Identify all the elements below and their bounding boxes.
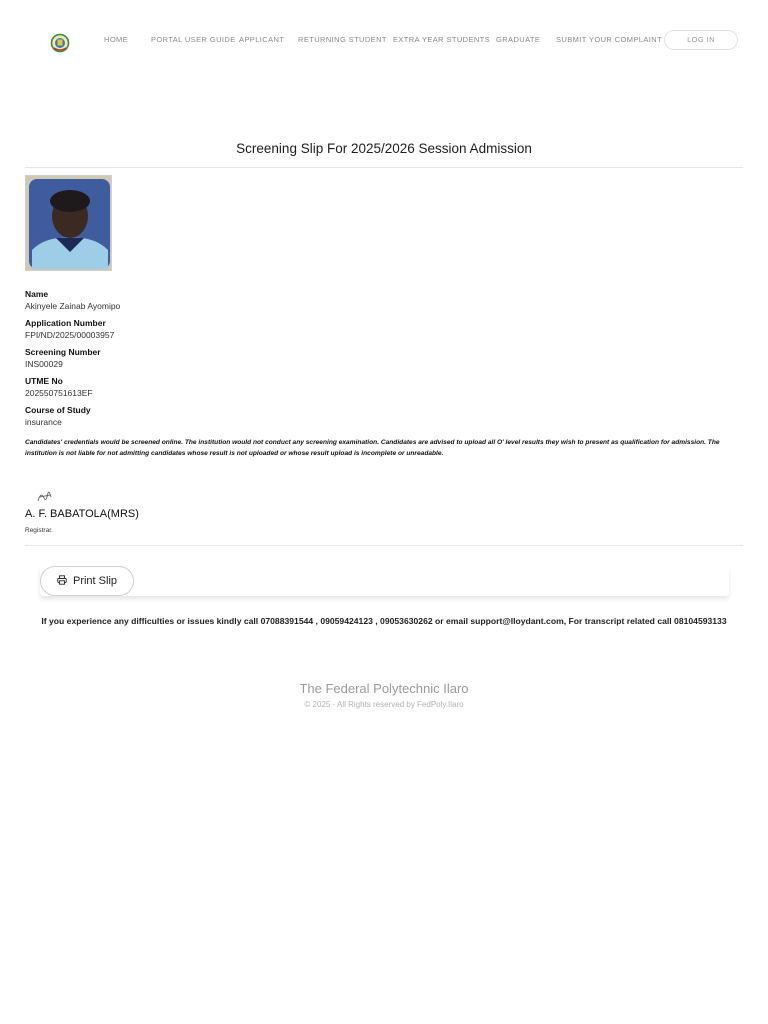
help-contact-text: If you experience any difficulties or issues kindly call 07088391544 , 09059424123 , 09053630262 or email support@lloydant.com, For transcript related call 08104593133 <box>41 616 727 626</box>
field-label-name: Name <box>25 289 49 299</box>
divider <box>25 167 743 168</box>
nav-item-submit-complaint[interactable]: SUBMIT YOUR COMPLAINT <box>556 35 663 44</box>
signatory-title: Registrar. <box>25 527 53 534</box>
divider <box>25 545 743 546</box>
nav-item-applicant[interactable]: APPLICANT <box>239 35 285 44</box>
top-navbar <box>0 0 768 84</box>
field-label-application-number: Application Number <box>25 318 106 328</box>
page-title: Screening Slip For 2025/2026 Session Admission <box>236 141 532 156</box>
school-logo-icon[interactable] <box>50 33 70 53</box>
field-label-utme-no: UTME No <box>25 376 63 386</box>
field-value-application-number: FPI/ND/2025/00003957 <box>25 330 115 340</box>
print-slip-button[interactable] <box>40 566 134 596</box>
nav-item-portal-user-guide[interactable]: PORTAL USER GUIDE <box>151 35 236 44</box>
nav-item-graduate[interactable]: GRADUATE <box>496 35 541 44</box>
footer-title: The Federal Polytechnic Ilaro <box>299 681 469 696</box>
nav-item-home[interactable]: HOME <box>104 35 129 44</box>
field-value-course-of-study: insurance <box>25 417 62 427</box>
signatory-name: A. F. BABATOLA(MRS) <box>25 508 139 520</box>
applicant-photo <box>25 175 112 271</box>
field-value-utme-no: 202550751613EF <box>25 388 93 398</box>
field-label-screening-number: Screening Number <box>25 347 101 357</box>
print-card <box>40 566 729 596</box>
screening-notice: Candidates' credentials would be screened online. The institution would not conduct any screening examination. Candidates are advised to upload all O' level results they wish to present as qualification for admission. The institution is not liable for not admitting candidates whose result is not uploaded or whose result upload is incomplete or unreadable. <box>25 439 720 457</box>
nav-item-extra-year-students[interactable]: EXTRA YEAR STUDENTS <box>393 35 491 44</box>
nav-item-returning-student[interactable]: RETURNING STUDENT <box>298 35 387 44</box>
footer-copyright: © 2025 - All Rights reserved by FedPoly.Ilaro <box>304 700 464 709</box>
field-label-course-of-study: Course of Study <box>25 405 91 415</box>
printer-icon <box>57 575 67 588</box>
field-value-screening-number: INS00029 <box>25 359 63 369</box>
print-slip-label: Print Slip <box>72 575 118 587</box>
field-value-name: Akinyele Zainab Ayomipo <box>25 301 121 311</box>
login-button[interactable]: LOG IN <box>664 30 738 50</box>
registrar-signature <box>36 489 54 505</box>
